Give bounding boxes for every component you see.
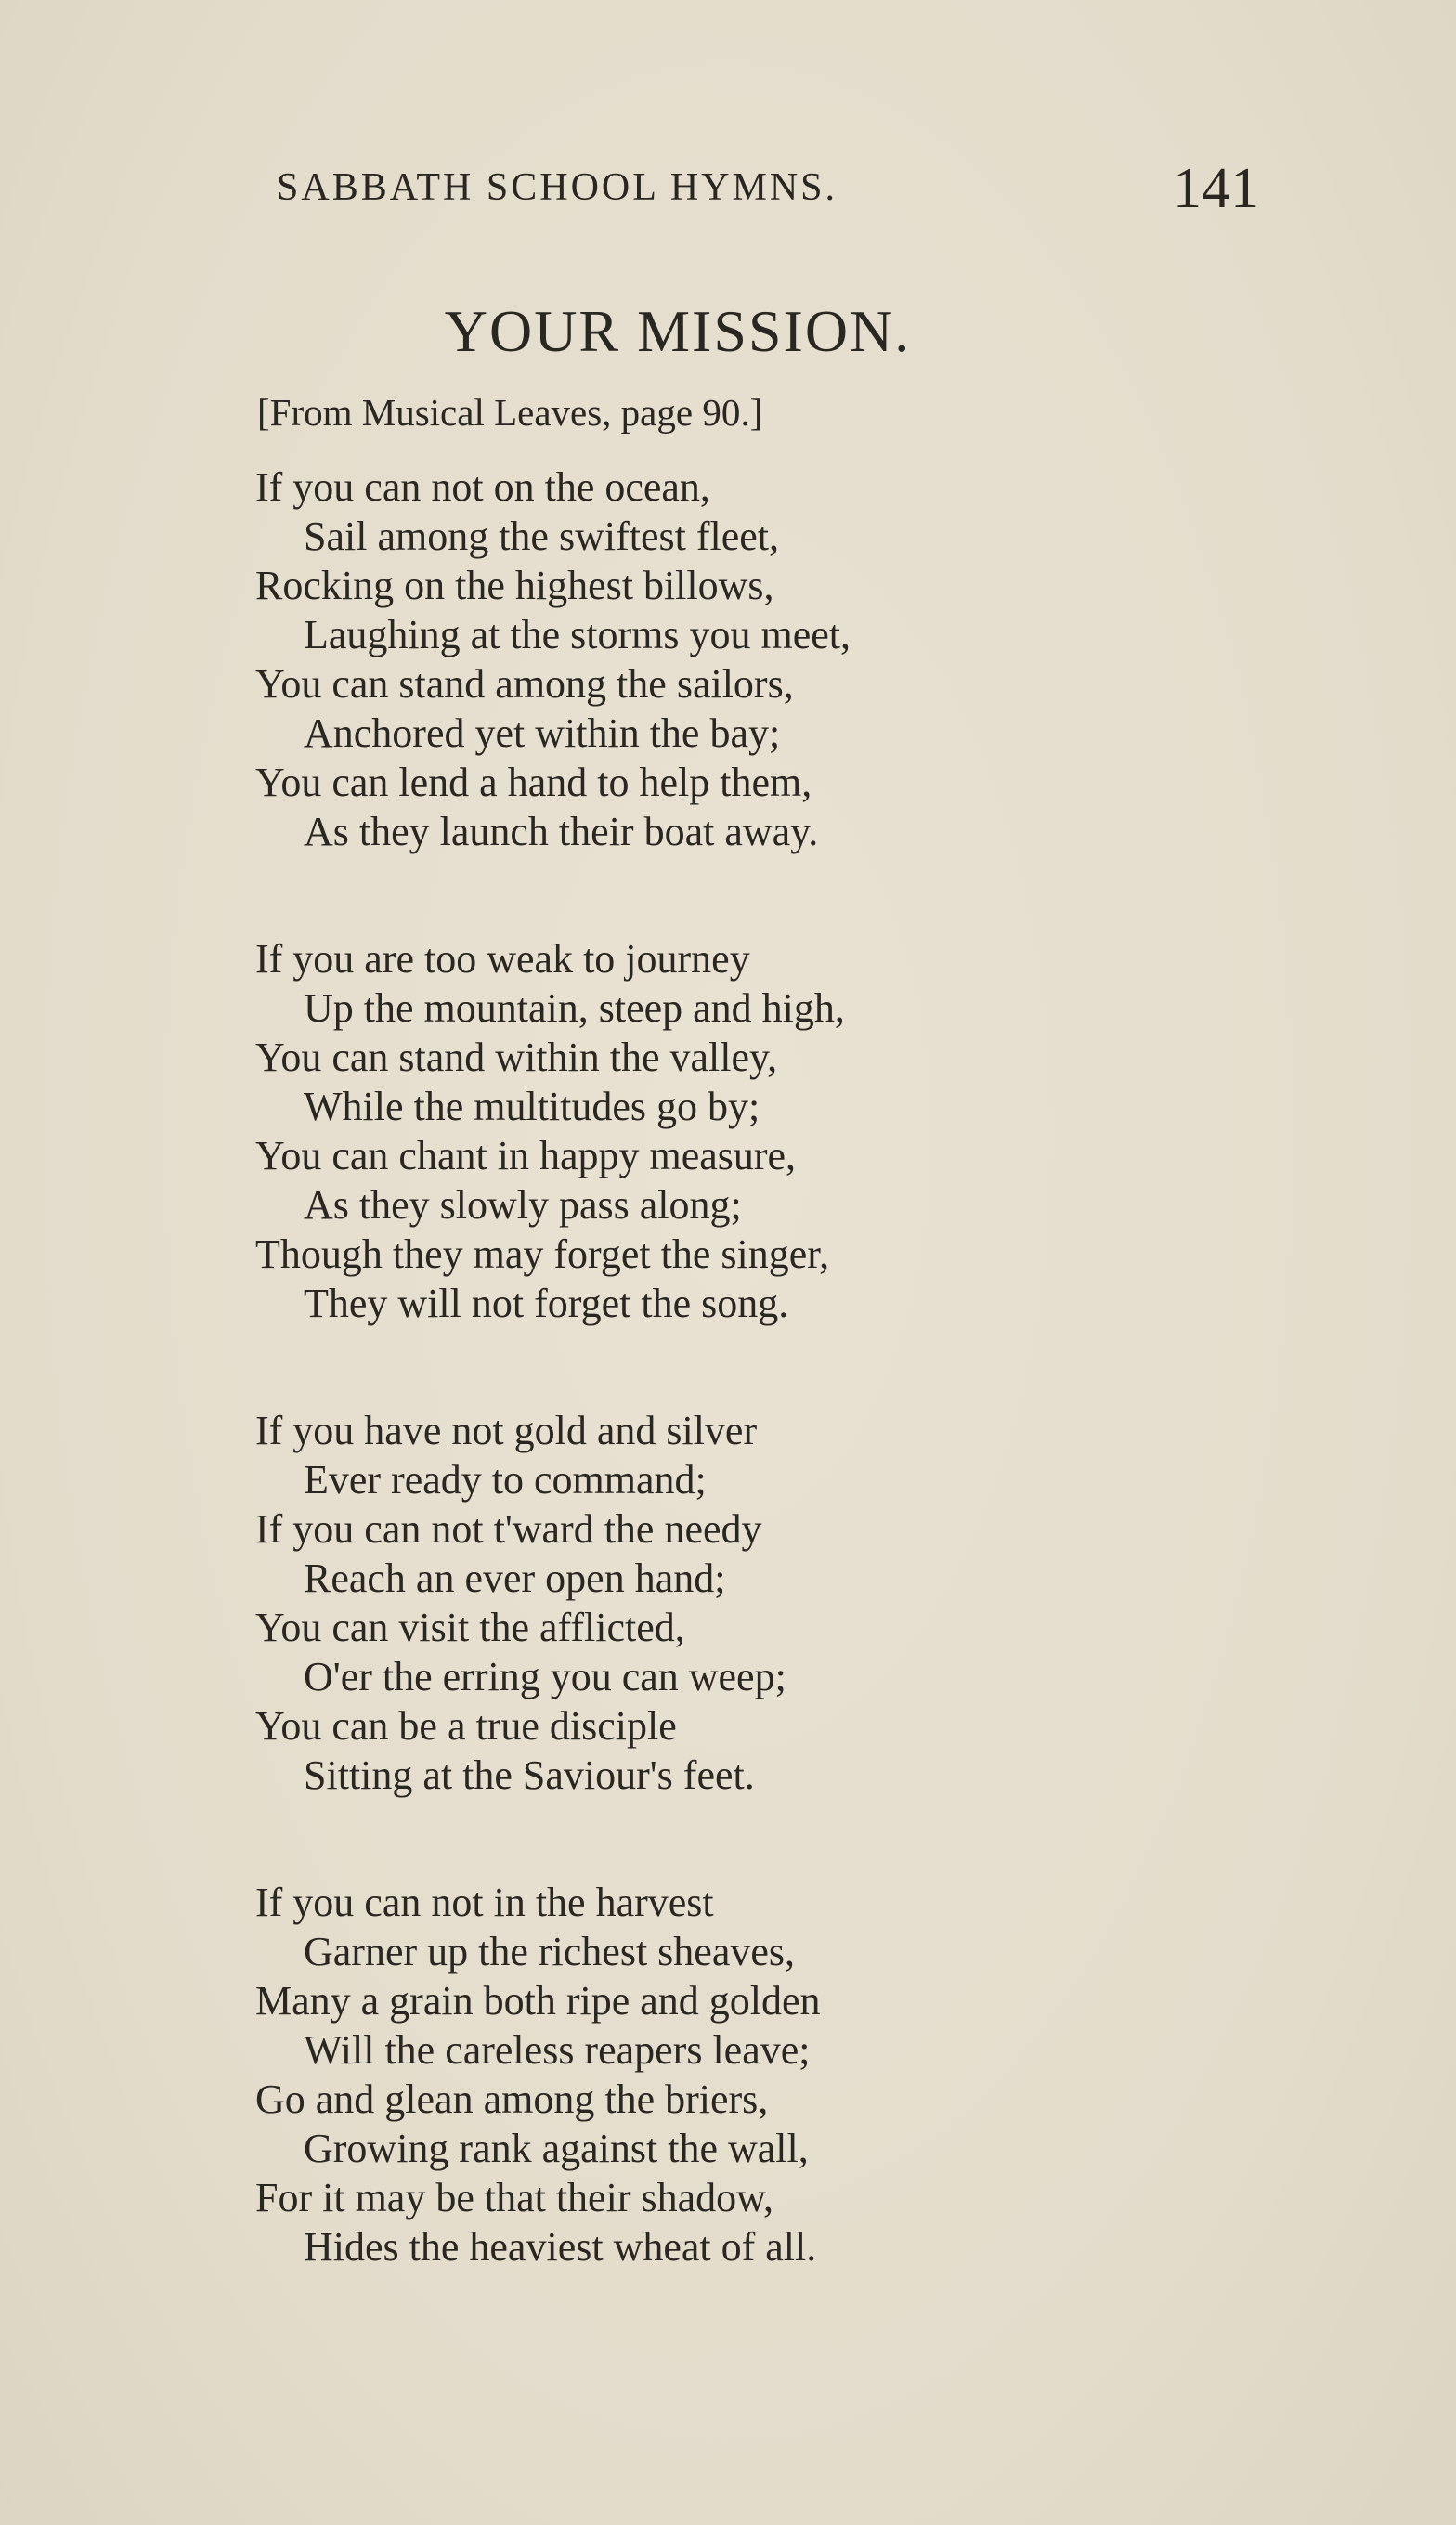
verse-line: While the multitudes go by; bbox=[304, 1084, 760, 1129]
verse-line: Sitting at the Saviour's feet. bbox=[304, 1752, 755, 1798]
verse-line: Laughing at the storms you meet, bbox=[304, 612, 851, 657]
verse-line: If you are too weak to journey bbox=[255, 936, 750, 982]
verse-line: You can lend a hand to help them, bbox=[255, 760, 812, 805]
verse-line: Sail among the swiftest fleet, bbox=[304, 514, 779, 559]
verse-line: Growing rank against the wall, bbox=[304, 2126, 809, 2171]
verse-line: You can stand within the valley, bbox=[255, 1035, 778, 1080]
verse-line: You can be a true disciple bbox=[255, 1703, 677, 1749]
verse-line: Anchored yet within the bay; bbox=[304, 710, 781, 756]
verse-line: Hides the heaviest wheat of all. bbox=[304, 2224, 817, 2270]
verse-line: Though they may forget the singer, bbox=[255, 1231, 830, 1277]
verse-line: As they launch their boat away. bbox=[304, 809, 819, 854]
stanza-1 bbox=[255, 462, 1277, 856]
verse-line: Will the careless reapers leave; bbox=[304, 2027, 811, 2073]
verse-line: For it may be that their shadow, bbox=[255, 2175, 774, 2220]
verse-line: O'er the erring you can weep; bbox=[304, 1654, 786, 1699]
stanza-2 bbox=[255, 934, 1277, 1328]
verse-line: If you can not t'ward the needy bbox=[255, 1506, 762, 1552]
verse-line: Ever ready to command; bbox=[304, 1457, 707, 1503]
verse-line: Rocking on the highest billows, bbox=[255, 563, 774, 608]
verse-line: If you can not in the harvest bbox=[255, 1880, 714, 1925]
stanza-4 bbox=[255, 1878, 1277, 2271]
verse-line: As they slowly pass along; bbox=[304, 1182, 742, 1228]
verse-line: Garner up the richest sheaves, bbox=[304, 1929, 796, 1974]
running-head: SABBATH SCHOOL HYMNS. bbox=[277, 166, 838, 209]
hymn-stanzas bbox=[255, 462, 1277, 2349]
verse-line: If you can not on the ocean, bbox=[255, 464, 710, 510]
verse-line: You can visit the afflicted, bbox=[255, 1605, 685, 1650]
stanza-3 bbox=[255, 1406, 1277, 1800]
source-note: [From Musical Leaves, page 90.] bbox=[257, 391, 763, 434]
verse-line: Go and glean among the briers, bbox=[255, 2076, 769, 2122]
verse-line: They will not forget the song. bbox=[304, 1281, 789, 1326]
verse-line: If you have not gold and silver bbox=[255, 1408, 758, 1453]
page-number: 141 bbox=[1173, 157, 1259, 220]
hymn-title: YOUR MISSION. bbox=[444, 298, 912, 364]
verse-line: Up the mountain, steep and high, bbox=[304, 985, 845, 1031]
verse-line: Reach an ever open hand; bbox=[304, 1555, 726, 1601]
verse-line: You can chant in happy measure, bbox=[255, 1133, 797, 1178]
verse-line: You can stand among the sailors, bbox=[255, 661, 794, 707]
verse-line: Many a grain both ripe and golden bbox=[255, 1978, 821, 2024]
